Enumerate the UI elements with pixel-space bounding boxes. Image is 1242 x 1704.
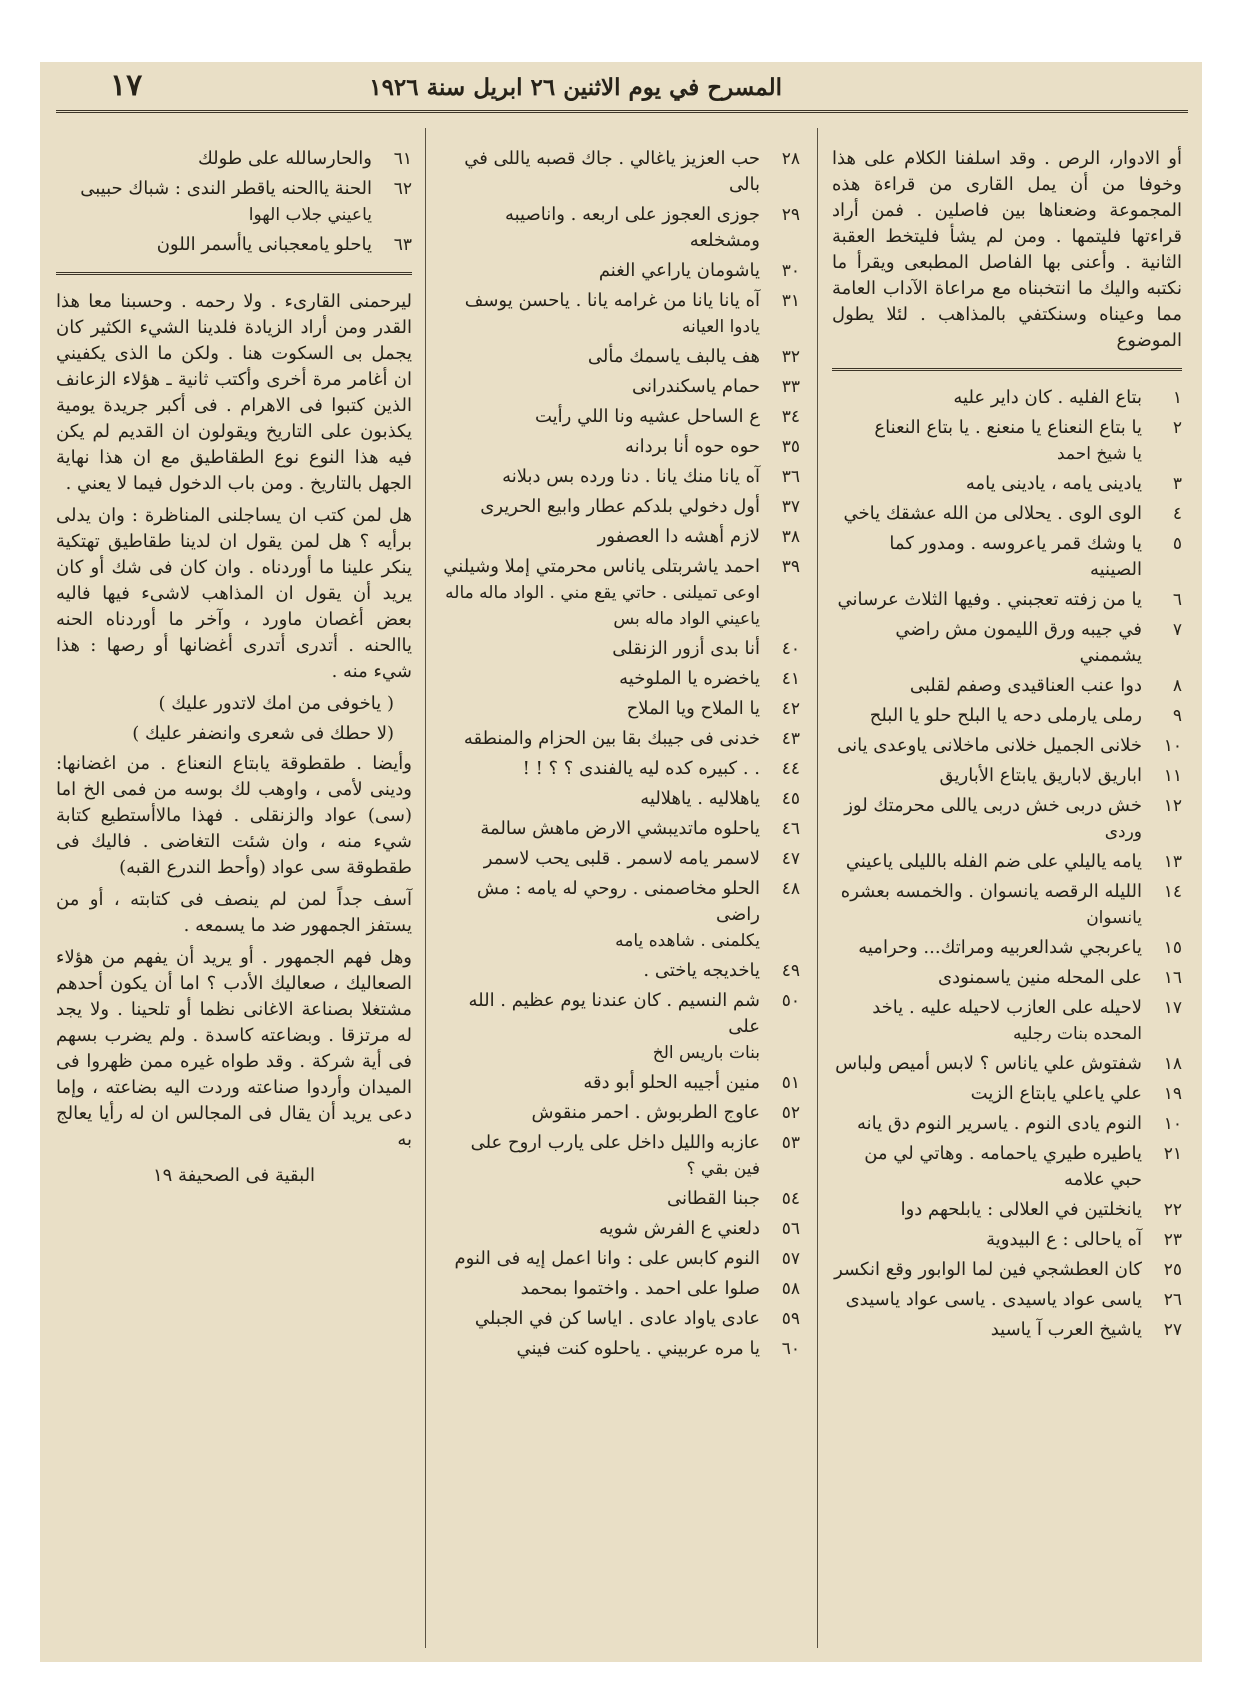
list-item <box>436 258 800 284</box>
item-number: ١٤ <box>1163 882 1182 902</box>
item-number: ٨ <box>1172 676 1182 696</box>
item-number: ١٠ <box>1163 736 1182 756</box>
item-text: لاسمر يامه لاسمر . قلبى يحب لاسمر <box>483 848 760 869</box>
column-divider <box>425 128 426 1648</box>
list-item <box>832 1141 1182 1193</box>
article-paragraph: هل لمن كتب ان يساجلنى المناظرة : وان يدلى برأيه ؟ هل لمن يقول ان لدينا طقاطيق تهتكية ينكر علينا ما أوردناه . وان كان فى شك أو كان يريد أن يقول ان المذاهب لاشىء فيها فاليه بعض أغصان ماورد ، وآخر ما أوردناه الحنه ياالحنه . أتدرى أتدرى أغضانها أو رصها : هذا شيء منه . <box>56 505 412 682</box>
item-number: ٣٦ <box>781 467 800 487</box>
item-number: ٤٩ <box>781 961 800 981</box>
list-item <box>436 636 800 662</box>
item-text: شم النسيم . كان عندنا يوم عظيم . الله على <box>468 990 760 1037</box>
item-number: ٩ <box>1172 706 1182 726</box>
item-number: ١١ <box>1163 766 1182 786</box>
item-text: ياخضره يا الملوخيه <box>619 668 760 689</box>
item-number: ٤٢ <box>781 699 800 719</box>
item-text: حمام ياسكندرانى <box>632 376 760 397</box>
article-paragraph: وهل فهم الجمهور . أو يريد أن يفهم من هؤلاء الصعاليك ، صعاليك الأدب ؟ اما أن يكون أحدهم مشتغلا بصناعة الاغانى نظما أو تلحينا . ولا يجد له مرتزقا . وبضاعته كاسدة . ولم يضرب بسهم فى أية شركة . وقد طواه غيره ممن ظهروا فى الميدان وأردوا صناعته وردت اليه بضاعته ، وإما دعى يريد أن يقال فى المجالس ان له رأيا يعالج به <box>56 947 412 1150</box>
left-column <box>56 146 412 1189</box>
list-item <box>436 988 800 1066</box>
item-number: ٦٠ <box>781 1339 800 1359</box>
item-number: ١٠ <box>1163 1114 1182 1134</box>
item-number: ٤٨ <box>781 879 800 899</box>
list-item <box>436 876 800 954</box>
item-text: ياطيره طيري ياحمامه . وهاتي لي من حبي علامه <box>864 1143 1142 1190</box>
list-item <box>436 1130 800 1182</box>
item-text: كان العطشجي فين لما الوابور وقع انكسر <box>834 1259 1142 1280</box>
section-rule <box>56 272 412 275</box>
item-continuation: ياعيني جلاب الهوا <box>248 205 372 225</box>
item-text: ياهلاليه . ياهلاليه <box>640 788 760 809</box>
item-text: ع الساحل عشيه ونا اللي رأيت <box>534 406 760 427</box>
page-header <box>40 62 1202 114</box>
list-item <box>56 146 412 172</box>
column-divider <box>817 128 818 1648</box>
list-item <box>436 1070 800 1096</box>
item-number: ١٧ <box>1163 998 1182 1018</box>
item-text: حب العزيز ياغالي . جاك قصبه ياللى في بالى <box>464 148 760 195</box>
item-text: يامه ياليلي على ضم الفله بالليلى ياعيني <box>845 851 1142 872</box>
list-item <box>832 471 1182 497</box>
item-continuation: يا شيخ احمد <box>1056 444 1142 464</box>
list-item <box>436 666 800 692</box>
item-text: عاوج الطربوش . احمر منقوش <box>531 1102 760 1123</box>
list-item <box>436 846 800 872</box>
list-item <box>832 673 1182 699</box>
item-number: ٢٨ <box>781 149 800 169</box>
item-text: الليله الرقصه يانسوان . والخمسه بعشره <box>840 881 1142 902</box>
list-item <box>832 1111 1182 1137</box>
item-continuation: يادوا العيانه <box>681 317 760 337</box>
item-number: ٥٨ <box>781 1279 800 1299</box>
item-number: ٦ <box>1172 590 1182 610</box>
item-number: ٤٠ <box>781 639 800 659</box>
item-text: صلوا على احمد . واختموا بمحمد <box>520 1278 760 1299</box>
newspaper-page <box>40 62 1202 1662</box>
item-continuation: يانسوان <box>1086 908 1142 928</box>
item-text: يا مره عربيني . ياحلوه كنت فيني <box>516 1338 760 1359</box>
item-number: ٦١ <box>393 149 412 169</box>
item-continuation: يكلمنى . شاهده يامه <box>615 931 760 951</box>
item-number: ٢٩ <box>781 205 800 225</box>
list-item <box>832 995 1182 1047</box>
item-number: ٣٨ <box>781 527 800 547</box>
item-number: ٧ <box>1172 620 1182 640</box>
item-number: ٢٦ <box>1163 1290 1182 1310</box>
item-number: ٦٣ <box>393 235 412 255</box>
item-text: يا من زفته تعجبني . وفيها الثلاث عرساني <box>837 589 1142 610</box>
item-text: آه ياحالى : ع البيدوية <box>986 1229 1142 1250</box>
item-number: ٢٥ <box>1163 1260 1182 1280</box>
item-text: ياشومان ياراعي الغنم <box>598 260 760 281</box>
item-text: آه يانا منك يانا . دنا ورده بس دبلانه <box>502 466 760 487</box>
list-item <box>832 849 1182 875</box>
list-item <box>436 288 800 340</box>
list-item <box>832 733 1182 759</box>
item-number: ١٢ <box>1163 796 1182 816</box>
item-text: ياحلو يامعجبانى ياأسمر اللون <box>156 234 372 255</box>
item-text: على المحله منين ياسمنودى <box>937 967 1142 988</box>
list-item <box>436 404 800 430</box>
item-text: ياسى عواد ياسيدى . ياسى عواد ياسيدى <box>845 1289 1142 1310</box>
item-number: ٣١ <box>781 291 800 311</box>
item-text: منين أجيبه الحلو أبو دقه <box>583 1072 760 1093</box>
list-item <box>436 786 800 812</box>
list-item <box>436 1246 800 1272</box>
item-number: ٥٢ <box>781 1103 800 1123</box>
item-number: ١٩ <box>1163 1084 1182 1104</box>
page-number: ١٧ <box>110 68 143 103</box>
quote-line: (لا حطك فى شعرى وانضفر عليك ) <box>132 723 394 744</box>
item-text: الحنة ياالحنه ياقطر الندى : شباك حبيبى <box>80 178 372 199</box>
item-continuation: المحده بنات رجليه <box>1013 1024 1142 1044</box>
list-item <box>832 1197 1182 1223</box>
list-item <box>436 726 800 752</box>
item-text: هف يالبف ياسمك مألى <box>587 346 760 367</box>
list-item <box>832 793 1182 845</box>
item-number: ٣٢ <box>781 347 800 367</box>
list-item <box>436 374 800 400</box>
item-number: ٥٤ <box>781 1189 800 1209</box>
item-text: ياحلوه ماتديبشي الارض ماهش سالمة <box>480 818 760 839</box>
page-title: المسرح في يوم الاثنين ٢٦ ابريل سنة ١٩٢٦ <box>369 74 782 101</box>
item-number: ٢٧ <box>1163 1320 1182 1340</box>
item-text: خلانى الجميل خلانى ماخلانى ياوعدى يانى <box>837 735 1142 756</box>
item-text: يا وشك قمر ياعروسه . ومدور كما الصينيه <box>889 533 1142 580</box>
item-text: ياخديجه ياختى . <box>643 960 760 981</box>
item-number: ٥٦ <box>781 1219 800 1239</box>
item-text: الوى الوى . يحلالى من الله عشقك ياخي <box>843 503 1142 524</box>
item-number: ٤١ <box>781 669 800 689</box>
item-number: ١٥ <box>1163 938 1182 958</box>
item-number: ٥٧ <box>781 1249 800 1269</box>
list-item <box>436 816 800 842</box>
item-text: في جيبه ورق الليمون مش راضي يشممني <box>895 619 1142 666</box>
item-text: خدنى فى جيبك بقا بين الحزام والمنطقه <box>463 728 760 749</box>
list-item <box>436 1276 800 1302</box>
list-item <box>832 1257 1182 1283</box>
song-list-middle <box>436 146 800 1362</box>
item-number: ٢٢ <box>1163 1200 1182 1220</box>
list-item <box>436 202 800 254</box>
item-number: ٤ <box>1172 504 1182 524</box>
list-item <box>832 415 1182 467</box>
item-text: لاحيله على العازب لاحيله عليه . ياخد <box>872 997 1142 1018</box>
item-text: عازبه والليل داخل على يارب اروح على <box>470 1132 760 1153</box>
item-text: دلعني ع الفرش شويه <box>598 1218 760 1239</box>
item-number: ١٨ <box>1163 1054 1182 1074</box>
item-number: ٥٠ <box>781 991 800 1011</box>
item-number: ٣٣ <box>781 377 800 397</box>
article-paragraph: آسف جداً لمن لم ينصف فى كتابته ، أو من يستفز الجمهور ضد ما يسمعه . <box>56 889 412 936</box>
item-number: ٣٠ <box>781 261 800 281</box>
list-item <box>832 1287 1182 1313</box>
list-item <box>436 146 800 198</box>
item-text: دوا عنب العناقيدى وصفم لقلبى <box>909 675 1142 696</box>
list-item <box>436 1186 800 1212</box>
item-number: ٣٩ <box>781 557 800 577</box>
header-rule <box>56 110 1188 113</box>
item-text: آه يانا يانا من غرامه يانا . ياحسن يوسف <box>464 290 760 311</box>
right-column <box>832 146 1182 1347</box>
item-number: ١ <box>1172 388 1182 408</box>
list-item <box>832 879 1182 931</box>
item-number: ٤٣ <box>781 729 800 749</box>
item-text: الحلو مخاصمنى . روحي له يامه : مش راضى <box>476 878 760 925</box>
item-text: علي ياعلي يابتاع الزيت <box>970 1083 1142 1104</box>
item-text: والحارسالله على طولك <box>197 148 372 169</box>
list-item <box>436 958 800 984</box>
list-item <box>436 696 800 722</box>
item-text: حوه حوه أنا بردانه <box>625 436 760 457</box>
list-item <box>436 344 800 370</box>
continued-note: البقية فى الصحيفة ١٩ <box>152 1165 316 1186</box>
article-paragraph: وأيضا . طقطوقة يابتاع النعناع . من اغضانها: ودينى لأمى ، واوهب لك بوسه من فمى الخ اما (سى) عواد والزنقلى . فهذا مالاأستطيع كتابة شيء منه ، وان شئت التغاضى . فاليك فى طقطوقة سى عواد (وأحط الندرع القبه) <box>56 753 412 878</box>
item-number: ١٣ <box>1163 852 1182 872</box>
intro-paragraph: أو الادوار، الرص . وقد اسلفنا الكلام على هذا وخوفا من أن يمل القارى من قراءة هذه المجموعة وضعناها بين فاصلين . فمن أراد قراءتها فليتمها . ومن لم يشأ فليتخط العقبة الثانية . وأعنى بها الفاصل المطبعى ويقرأ ما نكتبه واليك ما انتخبناه مع مراعاة الآداب العامة مما وعيناه وسنكتفي بالمذاهب . لئلا يطول الموضوع <box>832 148 1182 351</box>
item-number: ١٦ <box>1163 968 1182 988</box>
item-continuation: وردى <box>1104 822 1142 842</box>
list-item <box>832 763 1182 789</box>
list-item <box>436 1100 800 1126</box>
item-text: عادى ياواد عادى . اياسا كن في الجبلي <box>474 1308 760 1329</box>
item-number: ٣٥ <box>781 437 800 457</box>
list-item <box>832 935 1182 961</box>
middle-column <box>436 146 800 1366</box>
item-number: ٢ <box>1172 418 1182 438</box>
item-text: يا الملاح ويا الملاح <box>626 698 760 719</box>
item-text: بتاع الفليه . كان داير عليه <box>953 387 1142 408</box>
article-paragraph: ليرحمنى القارىء . ولا رحمه . وحسبنا معا هذا القدر ومن أراد الزيادة فلدينا الشيء الكثير كان يجمل بى السكوت هنا . ولكن ما الذى يكفيني ان أغامر مرة أخرى وأكتب ثانية ـ هؤلاء الزعانف الذين كتبوا فى الاهرام . فى أكبر جريدة يومية يكذبون على التاريخ ويقولون ان القديم لم يكن فيه هذا النوع نوع الطقاطيق مع ان هذا نهاية الجهل بالتاريخ . ومن باب الدخول فيما لا يعني . <box>56 291 412 494</box>
item-number: ٥٣ <box>781 1133 800 1153</box>
song-list-left <box>56 146 412 258</box>
item-number: ٢١ <box>1163 1144 1182 1164</box>
item-text: أنا بدى أزور الزنقلى <box>612 638 760 659</box>
item-text: احمد ياشربتلى ياناس محرمتي إملا وشيلني <box>443 556 760 577</box>
list-item <box>832 965 1182 991</box>
song-list-right <box>832 385 1182 1343</box>
list-item <box>832 1227 1182 1253</box>
list-item <box>436 554 800 632</box>
item-continuation: فين بقي ؟ <box>686 1159 760 1179</box>
list-item <box>436 464 800 490</box>
item-number: ٥١ <box>781 1073 800 1093</box>
item-text: رملى يارملى دحه يا البلح حلو يا البلح <box>869 705 1142 726</box>
quote-line: ( ياخوفى من امك لاتدور عليك ) <box>158 693 394 714</box>
section-rule <box>832 368 1182 371</box>
list-item <box>832 385 1182 411</box>
list-item <box>436 524 800 550</box>
list-item <box>436 1306 800 1332</box>
item-text: ياشيخ العرب آ ياسيد <box>990 1319 1142 1340</box>
item-number: ٦٢ <box>393 179 412 199</box>
list-item <box>832 617 1182 669</box>
item-text: يادينى يامه ، يادينى يامه <box>965 473 1142 494</box>
item-text: يانخلتين في العلالى : يابلحهم دوا <box>900 1199 1142 1220</box>
item-text: جبنا القطانى <box>666 1188 760 1209</box>
item-number: ٤٤ <box>781 759 800 779</box>
list-item <box>56 232 412 258</box>
list-item <box>436 1216 800 1242</box>
item-number: ٥ <box>1172 534 1182 554</box>
list-item <box>832 501 1182 527</box>
item-text: خش دربى خش دربى ياللى محرمتك لوز <box>844 795 1142 816</box>
item-text: شفتوش علي ياناس ؟ لابس أميص ولباس <box>835 1053 1142 1074</box>
item-text: النوم كابس على : وانا اعمل إيه فى النوم <box>454 1248 760 1269</box>
list-item <box>436 756 800 782</box>
item-number: ٣٧ <box>781 497 800 517</box>
list-item <box>436 1336 800 1362</box>
item-number: ٣٤ <box>781 407 800 427</box>
item-text: يا بتاع النعناع يا منعنع . يا بتاع النعناع <box>874 417 1142 438</box>
item-text: النوم يادى النوم . ياسرير النوم دق يانه <box>856 1113 1142 1134</box>
item-number: ٤٧ <box>781 849 800 869</box>
list-item <box>832 1081 1182 1107</box>
item-number: ٥٩ <box>781 1309 800 1329</box>
list-item <box>832 531 1182 583</box>
list-item <box>832 703 1182 729</box>
item-number: ٣ <box>1172 474 1182 494</box>
list-item <box>436 434 800 460</box>
item-text: جوزى العجوز على اربعه . واناصيبه ومشخلعه <box>504 204 760 251</box>
item-number: ٢٣ <box>1163 1230 1182 1250</box>
list-item <box>832 587 1182 613</box>
list-item <box>436 494 800 520</box>
item-continuation: اوعى تميلنى . حاتي يقع مني . الواد ماله ماله ياعيني الواد ماله بس <box>445 583 760 629</box>
list-item <box>832 1317 1182 1343</box>
list-item <box>56 176 412 228</box>
item-text: . . كبيره كده ليه يالفندى ؟ ؟ ! ! <box>522 758 760 779</box>
item-number: ٤٥ <box>781 789 800 809</box>
item-number: ٤٦ <box>781 819 800 839</box>
item-continuation: بنات باريس الخ <box>652 1043 760 1063</box>
item-text: اباريق لاباريق يابتاع الأباريق <box>939 765 1142 786</box>
item-text: أول دخولي بلدكم عطار وابيع الحريرى <box>480 496 760 517</box>
list-item <box>832 1051 1182 1077</box>
item-text: ياعربجي شدالعربيه ومراتك... وحراميه <box>858 937 1142 958</box>
item-text: لازم أهشه دا العصفور <box>597 526 760 547</box>
